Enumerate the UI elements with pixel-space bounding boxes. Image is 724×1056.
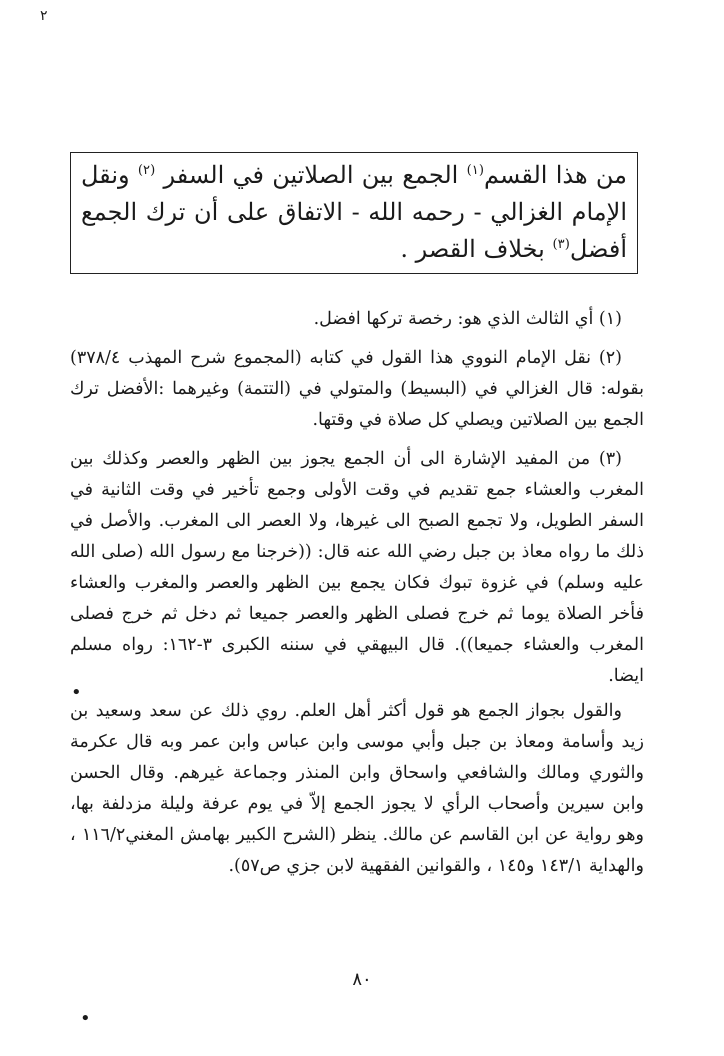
page-number: ٨٠ [352, 969, 372, 990]
main-text-part-2: الجمع بين الصلاتين في السفر [155, 161, 467, 189]
footnote-ref-1: (١) [466, 163, 484, 178]
footnotes-section [70, 304, 644, 890]
footnote-3-continuation: والقول بجواز الجمع هو قول أكثر أهل العلم. روي ذلك عن سعد وسعيد بن زيد وأسامة ومعاذ بن جبل وأبي موسى وابن عباس وابن عمر وبه قال عكرمة والثوري ومالك والشافعي واسحاق وابن المنذر وجماعة غيرهم. وقال الحسن وابن سيرين وأصحاب الرأي لا يجوز الجمع إلاّ في يوم عرفة وليلة مزدلفة بها، وهو رواية عن ابن القاسم عن مالك. ينظر (الشرح الكبير بهامش المغني١١٦/٢ ، والهداية ١٤٣/١ و١٤٥ ، والقوانين الفقهية لابن جزي ص٥٧). [70, 701, 644, 876]
footnote-2: (٢) نقل الإمام النووي هذا القول في كتابه (المجموع شرح المهذب ٣٧٨/٤) بقوله: قال الغزالي في (البسيط) والمتولي في (التتمة) وغيرهما :الأفضل ترك الجمع بين الصلاتين ويصلي كل صلاة في وقتها. [70, 348, 644, 430]
main-text-box [70, 152, 638, 274]
corner-mark: ٢ [40, 8, 48, 24]
main-text-part-1: من هذا القسم [483, 161, 628, 189]
main-text-part-4: بخلاف القصر . [400, 235, 553, 263]
bottom-dot: • [80, 1008, 91, 1029]
footnote-3: (٣) من المفيد الإشارة الى أن الجمع يجوز بين الظهر والعصر وكذلك بين المغرب والعشاء جمع تقديم في وقت الأولى وجمع تأخير في وقت الثانية في السفر الطويل، ولا تجمع الصبح الى غيرها، ولا العصر الى المغرب. والأصل في ذلك ما رواه معاذ بن جبل رضي الله عنه قال: ((خرجنا مع رسول الله (صلى الله عليه وسلم) في غزوة تبوك فكان يجمع بين الظهر والعصر والمغرب والعشاء فأخر الصلاة يوما ثم خرج فصلى الظهر والعصر جميعا ثم دخل ثم خرج فصلى المغرب والعشاء جميعا)). قال البيهقي في سننه الكبرى ٣-١٦٢: رواه مسلم ايضا. [70, 449, 644, 686]
footnote-ref-3: (٣) [552, 237, 570, 252]
footnote-ref-2: (٢) [137, 163, 156, 178]
main-text-part-3: ونقل الإمام الغزالي - رحمه الله - الاتفاق على أن ترك الجمع أفضل [81, 161, 627, 263]
margin-dot: • [71, 682, 82, 703]
footnote-1: (١) أي الثالث الذي هو: رخصة تركها افضل. [313, 309, 622, 329]
